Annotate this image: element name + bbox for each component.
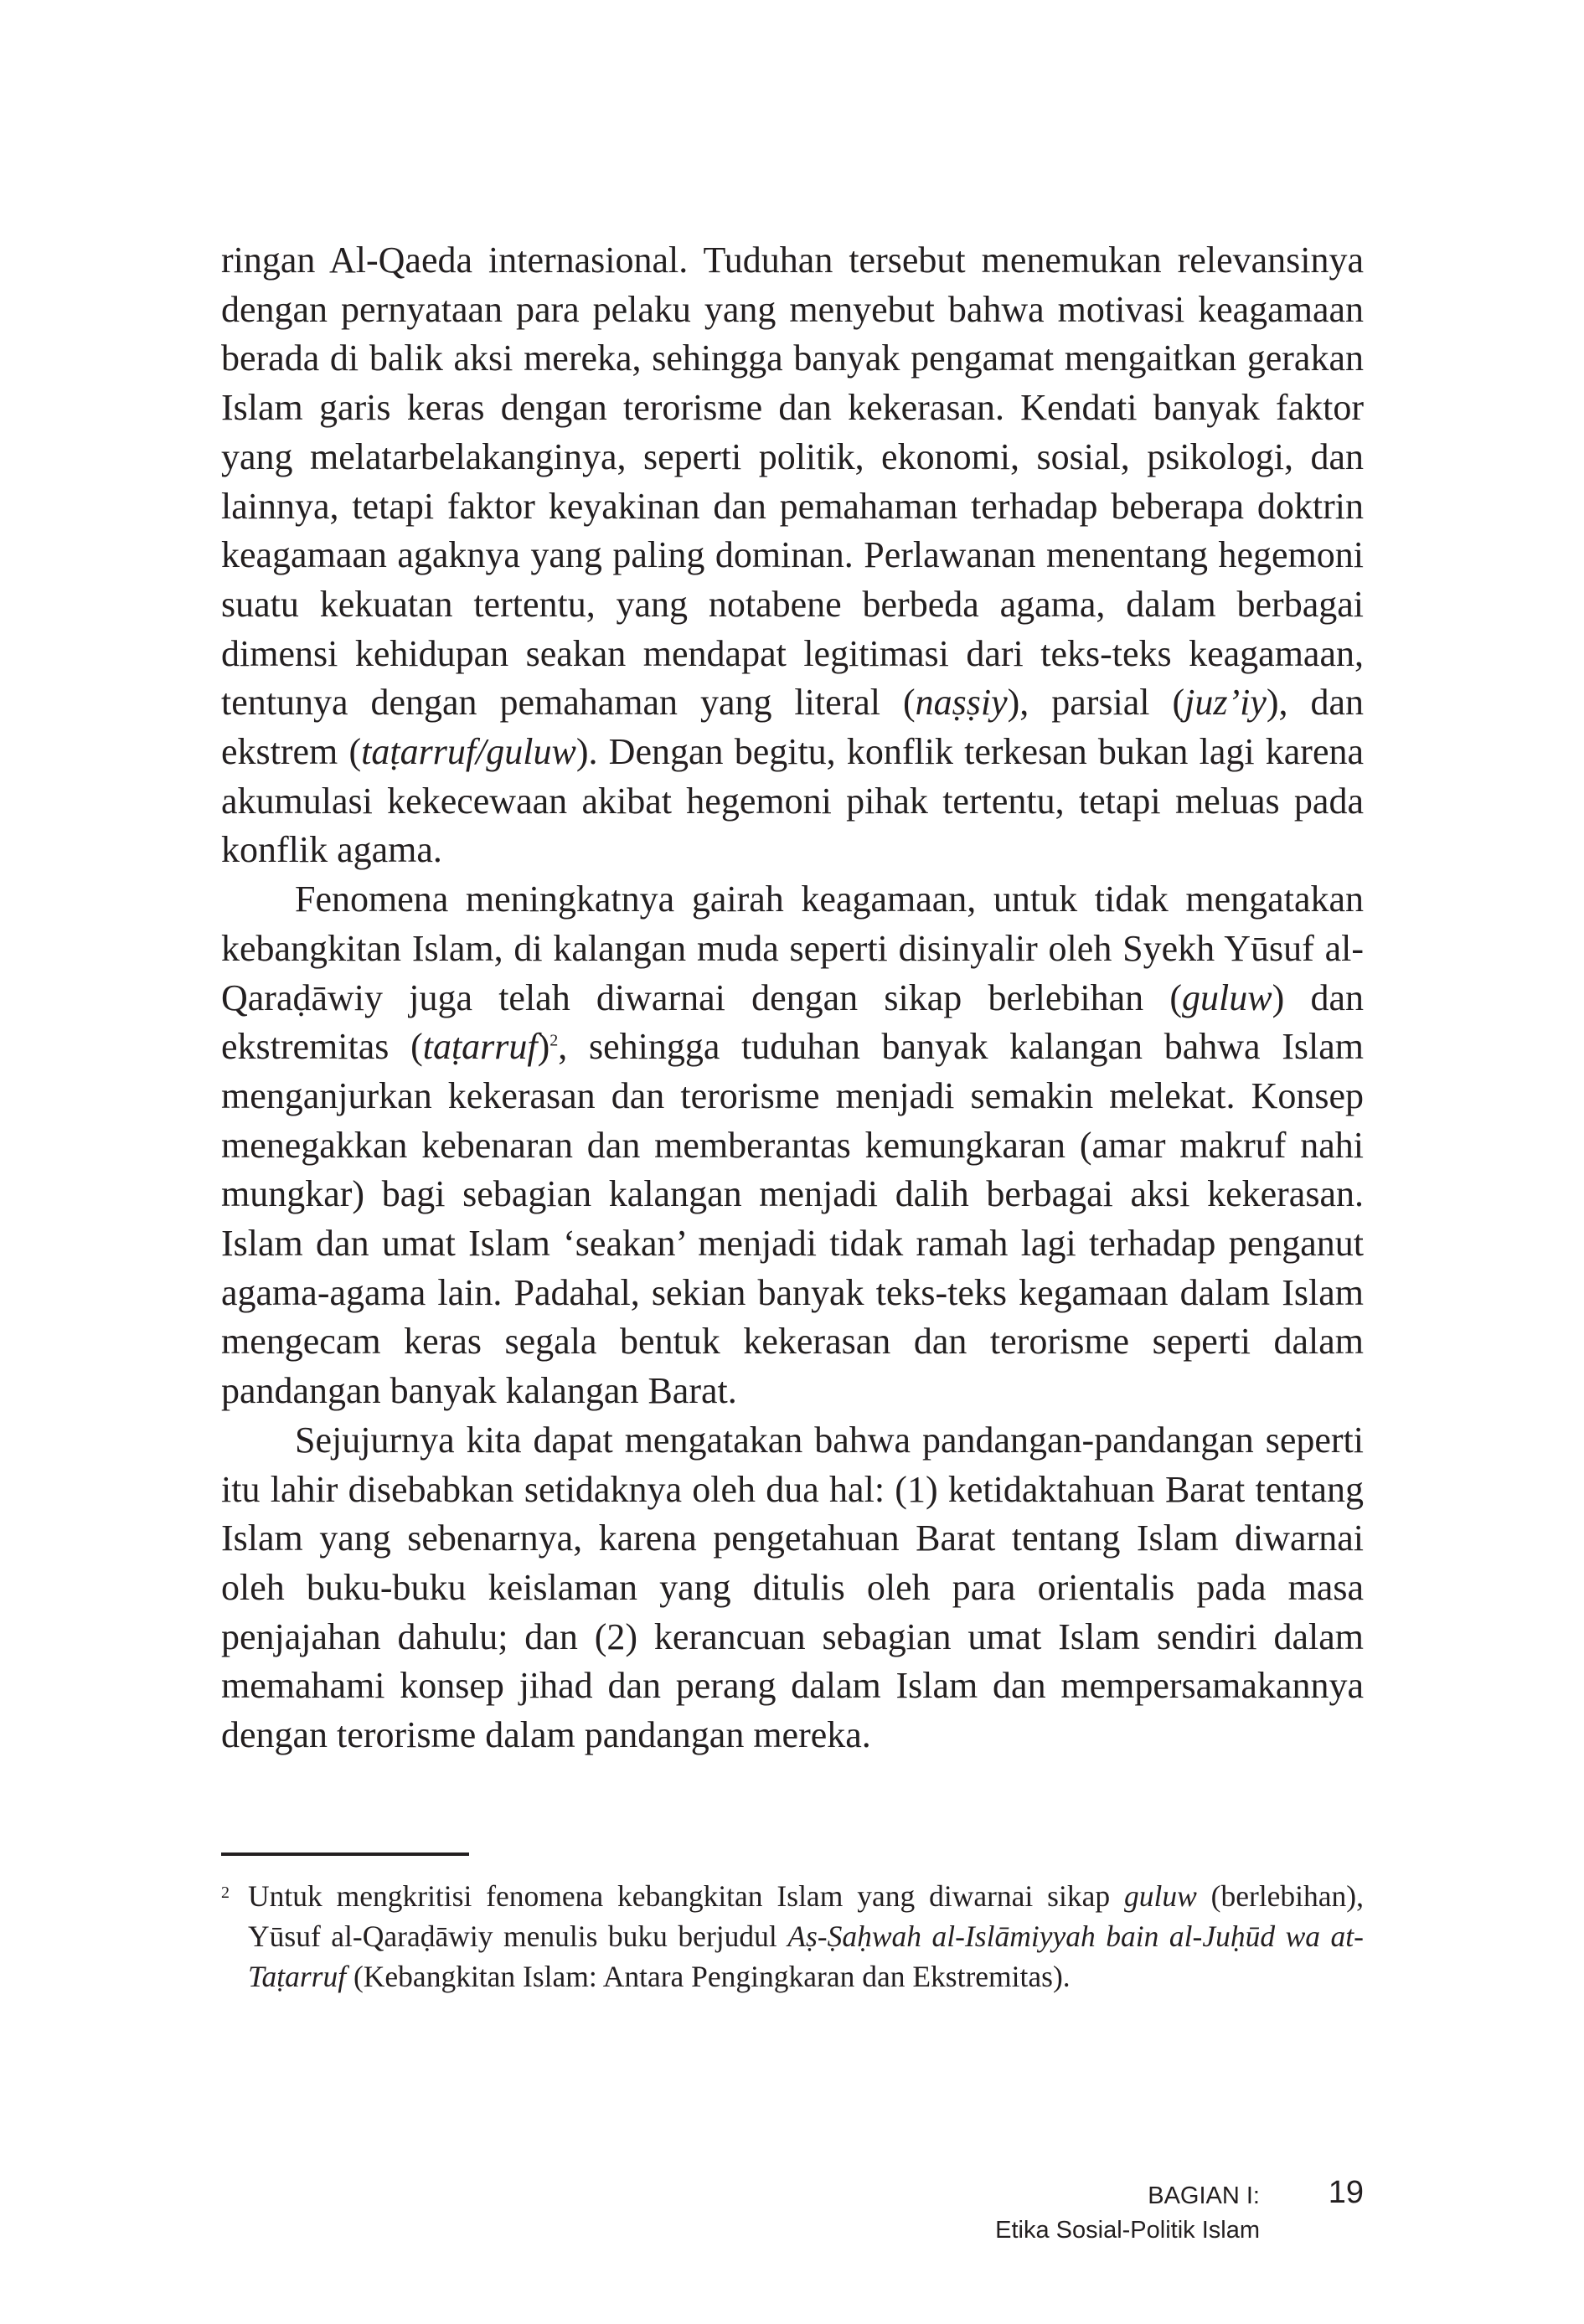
text-run: ), dan ekstrem ( bbox=[221, 682, 1364, 773]
footnote bbox=[221, 1876, 1364, 1997]
text-run: Fenomena meningkatnya gairah keagamaan, untuk tidak mengatakan kebangkitan Islam, di kalangan muda seperti disinyalir oleh Syekh Yūsuf al-Qaraḍāwiy juga telah diwarnai dengan sikap berlebihan ( bbox=[221, 879, 1364, 1018]
italic-term: taṭarruf/guluw bbox=[361, 731, 576, 773]
book-title: Aṣ-Ṣaḥwah al-Islāmiyyah bain al-Juḥūd wa at-Taṭarruf bbox=[248, 1919, 1364, 1993]
italic-term: guluw bbox=[1182, 976, 1272, 1018]
italic-term: naṣṣiy bbox=[915, 682, 1008, 724]
paragraph-2 bbox=[221, 875, 1364, 1416]
italic-term: taṭarruf bbox=[422, 1026, 538, 1068]
section-label: BAGIAN I: bbox=[1148, 2182, 1260, 2209]
text-run: ). Dengan begitu, konflik terkesan bukan lagi karena akumulasi kekecewaan akibat hegemoni pihak tertentu, tetapi meluas pada konflik agama. bbox=[221, 731, 1365, 871]
text-run: ringan Al-Qaeda internasional. Tuduhan tersebut menemukan relevansinya dengan pernyataan para pelaku yang menyebut bahwa motivasi keagamaan berada di balik aksi mereka, sehingga banyak pengamat mengaitkan gerakan Islam garis keras dengan terorisme dan kekerasan. Kendati banyak faktor yang melatarbelakanginya, seperti politik, ekonomi, sosial, psikologi, dan lainnya, tetapi faktor keyakinan dan pemahaman terhadap beberapa doktrin keagamaan agaknya yang paling dominan. Perlawanan menentang hegemoni suatu kekuatan tertentu, yang notabene berbeda agama, dalam berbagai dimensi kehidupan seakan mendapat legitimasi dari teks-teks keagamaan, tentunya dengan pemahaman yang literal ( bbox=[221, 240, 1364, 724]
italic-term: guluw bbox=[1123, 1879, 1197, 1913]
text-run: ), parsial ( bbox=[1007, 682, 1185, 724]
text-run: Untuk mengkritisi fenomena kebangkitan Islam yang diwarnai sikap bbox=[248, 1879, 1124, 1913]
footnote-number: 2 bbox=[221, 1883, 230, 1902]
page-number: 19 bbox=[1328, 2175, 1364, 2210]
italic-term: juz’iy bbox=[1184, 682, 1267, 724]
paragraph-3 bbox=[221, 1416, 1364, 1760]
text-run: ) dan ekstremitas ( bbox=[221, 976, 1364, 1068]
paragraph-1 bbox=[221, 236, 1364, 875]
running-footer bbox=[925, 2179, 1260, 2248]
main-text bbox=[221, 236, 1364, 1760]
footnote-reference[interactable]: 2 bbox=[549, 1031, 559, 1050]
footnote-divider bbox=[221, 1853, 469, 1856]
footnote-text bbox=[248, 1876, 1364, 1997]
text-run: Sejujurnya kita dapat mengatakan bahwa pandangan-pandangan seperti itu lahir disebabkan setidaknya oleh dua hal: (1) ketidaktahuan Barat tentang Islam yang sebenarnya, karena pengetahuan Barat tentang Islam diwarnai oleh buku-buku keislaman yang ditulis oleh para orientalis pada masa penjajahan dahulu; dan (2) kerancuan sebagian umat Islam sendiri dalam memahami konsep jihad dan perang dalam Islam dan mempersamakannya dengan terorisme dalam pandangan mereka. bbox=[221, 1419, 1364, 1756]
text-run: (Kebangkitan Islam: Antara Pengingkaran dan Ekstremitas). bbox=[346, 1960, 1071, 1993]
text-run: (berlebihan), Yūsuf al-Qaraḍāwiy menulis buku berjudul bbox=[248, 1879, 1364, 1953]
text-run: ) bbox=[537, 1026, 550, 1068]
text-run: , sehingga tuduhan banyak kalangan bahwa Islam menganjurkan kekerasan dan terorisme menjadi semakin melekat. Konsep menegakkan kebenaran dan memberantas kemungkaran (amar makruf nahi mungkar) bagi sebagian kalangan menjadi dalih berbagai aksi kekerasan. Islam dan umat Islam ‘seakan’ menjadi tidak ramah lagi terhadap penganut agama-agama lain. Padahal, sekian banyak teks-teks kegamaan dalam Islam mengecam keras segala bentuk kekerasan dan terorisme seperti dalam pandangan banyak kalangan Barat. bbox=[221, 1026, 1364, 1412]
section-subtitle: Etika Sosial-Politik Islam bbox=[995, 2217, 1260, 2244]
